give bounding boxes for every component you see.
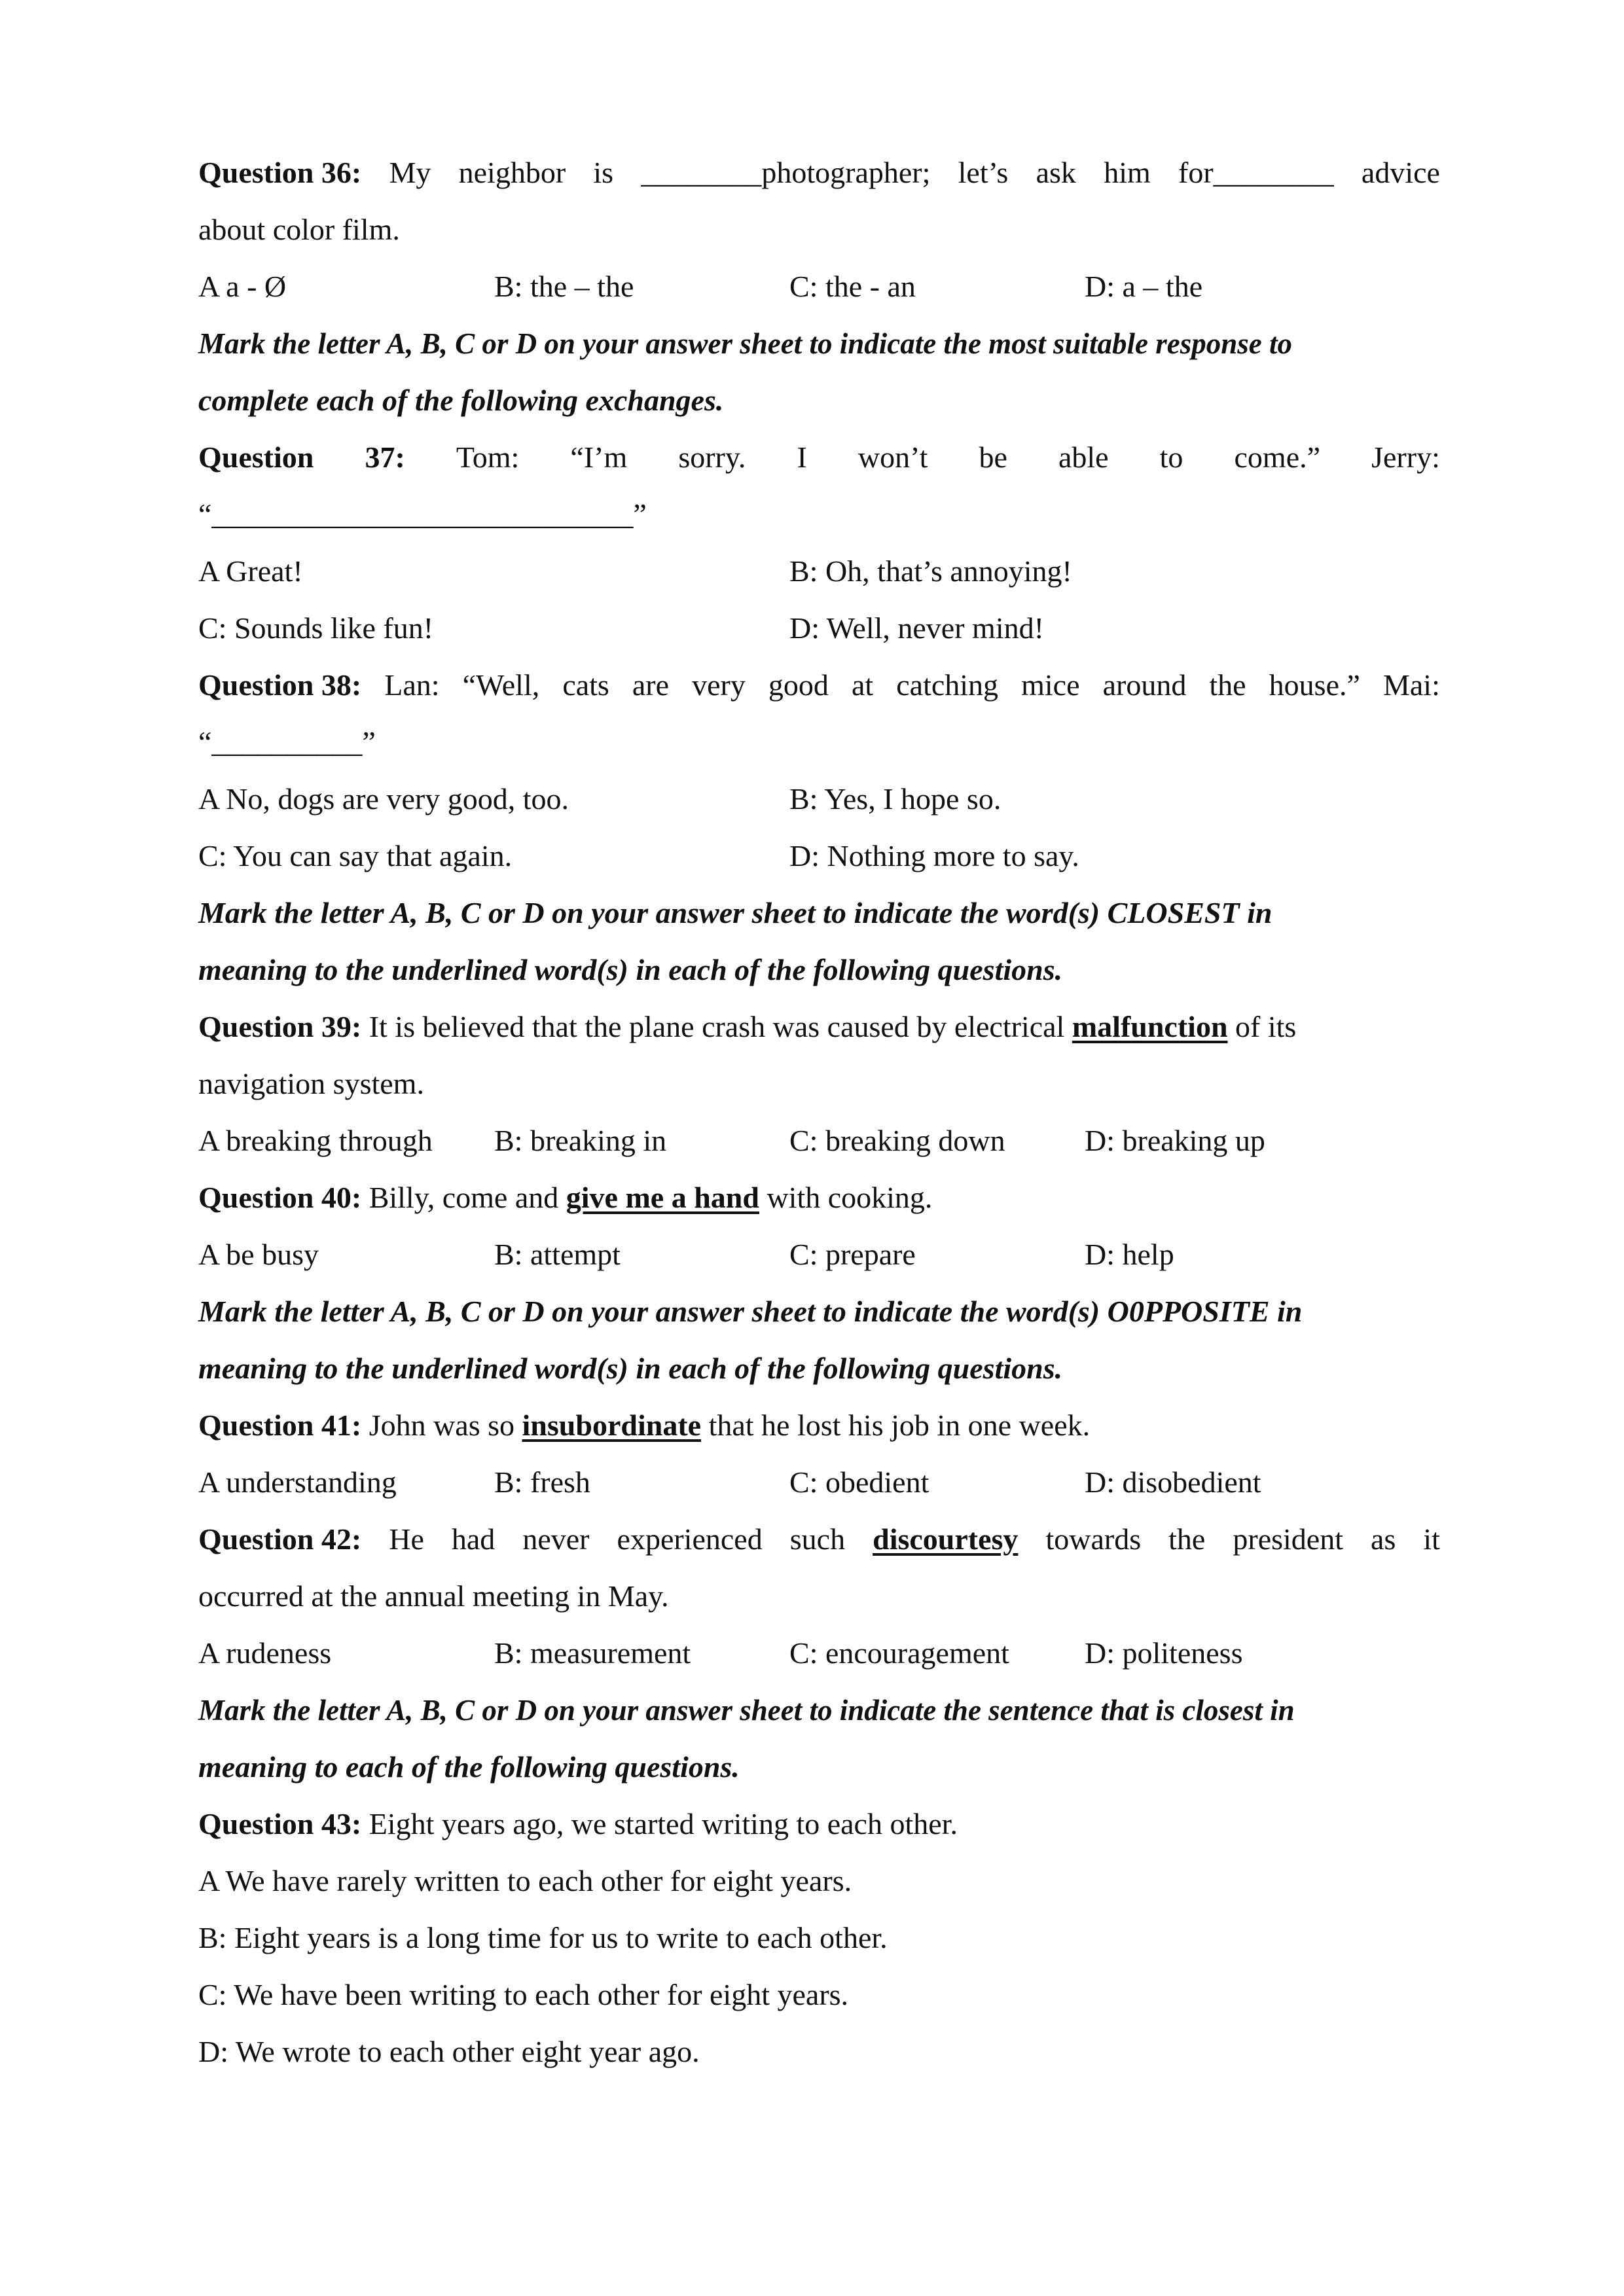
word: “Well, xyxy=(462,668,540,702)
option-c: C: obedient xyxy=(789,1465,929,1499)
question-36-line-2: about color film. xyxy=(198,213,400,246)
word: such xyxy=(789,1522,846,1556)
word: the xyxy=(1209,668,1246,702)
word: Lan: xyxy=(384,668,440,702)
word: the xyxy=(1168,1522,1206,1556)
question-39-line-1 xyxy=(198,1007,1296,1047)
option-a: A be busy xyxy=(198,1238,319,1271)
word: neighbor xyxy=(458,156,566,189)
instruction-2-line-1: Mark the letter A, B, C or D on your answer sheet to indicate the word(s) CLOSEST in xyxy=(198,896,1272,929)
word: at xyxy=(851,668,874,702)
option-a: A breaking through xyxy=(198,1124,433,1157)
question-label: Question 42: xyxy=(198,1522,362,1556)
word: Tom: xyxy=(456,440,520,474)
word: to xyxy=(1159,440,1183,474)
option-b: B: the – the xyxy=(494,270,634,303)
answer-blank: for________ xyxy=(1178,156,1334,189)
question-38-options-row-1 xyxy=(198,779,1001,819)
option-b: B: Oh, that’s annoying! xyxy=(789,554,1072,588)
question-38-blank-line: “__________” xyxy=(198,725,376,759)
word: towards xyxy=(1045,1522,1142,1556)
question-37-line-1 xyxy=(198,437,1440,478)
instruction-1-line-2: complete each of the following exchanges. xyxy=(198,384,724,417)
option-d: D: Well, never mind! xyxy=(789,611,1044,645)
word: it xyxy=(1423,1522,1440,1556)
word: advice xyxy=(1361,156,1440,189)
word: around xyxy=(1102,668,1187,702)
word: I xyxy=(797,440,807,474)
question-42-line-1 xyxy=(198,1519,1440,1560)
question-label: Question 36: xyxy=(198,156,362,189)
word: very xyxy=(692,668,746,702)
option-d: D: disobedient xyxy=(1085,1465,1261,1499)
question-36-line-1 xyxy=(198,152,1440,193)
option-a: A understanding xyxy=(198,1465,397,1499)
word: president xyxy=(1233,1522,1343,1556)
question-label: Question xyxy=(198,440,314,474)
word: sorry. xyxy=(678,440,746,474)
word: be xyxy=(979,440,1007,474)
option-b: B: breaking in xyxy=(494,1124,667,1157)
option-c: C: prepare xyxy=(789,1238,916,1271)
option-d: D: a – the xyxy=(1085,270,1203,303)
question-number: 37: xyxy=(365,440,405,474)
question-text: of its xyxy=(1227,1010,1297,1043)
question-43-option-c: C: We have been writing to each other for eight years. xyxy=(198,1978,849,2011)
word: catching xyxy=(896,668,999,702)
option-d: D: breaking up xyxy=(1085,1124,1265,1157)
word: never xyxy=(522,1522,590,1556)
question-text: Eight years ago, we started writing to each other. xyxy=(361,1807,958,1840)
word: as xyxy=(1371,1522,1396,1556)
word: Jerry: xyxy=(1371,440,1440,474)
word: mice xyxy=(1021,668,1080,702)
word: had xyxy=(451,1522,496,1556)
option-c: C: encouragement xyxy=(789,1636,1009,1670)
question-42-line-2: occurred at the annual meeting in May. xyxy=(198,1579,669,1613)
underlined-phrase: give me a hand xyxy=(566,1181,759,1214)
word: My xyxy=(389,156,431,189)
question-label: Question 40: xyxy=(198,1181,362,1214)
question-label: Question 41: xyxy=(198,1408,362,1442)
instruction-4-line-2: meaning to each of the following questions. xyxy=(198,1750,740,1784)
instruction-3-line-1: Mark the letter A, B, C or D on your answer sheet to indicate the word(s) O0PPOSITE in xyxy=(198,1295,1303,1328)
question-text: It is believed that the plane crash was caused by electrical xyxy=(361,1010,1072,1043)
option-d: D: politeness xyxy=(1085,1636,1243,1670)
question-40-options xyxy=(198,1234,1174,1275)
word: won’t xyxy=(857,440,928,474)
word: come.” xyxy=(1234,440,1321,474)
question-42-options xyxy=(198,1633,1243,1674)
option-c: C: breaking down xyxy=(789,1124,1005,1157)
underlined-word: insubordinate xyxy=(522,1408,702,1442)
answer-blank: ________photographer; xyxy=(641,156,931,189)
option-c: C: the - an xyxy=(789,270,916,303)
word: him xyxy=(1104,156,1151,189)
instruction-1-line-1: Mark the letter A, B, C or D on your answer sheet to indicate the most suitable response to xyxy=(198,327,1292,360)
option-b: B: measurement xyxy=(494,1636,691,1670)
word: He xyxy=(389,1522,424,1556)
option-c: C: Sounds like fun! xyxy=(198,611,434,645)
question-text: Billy, come and xyxy=(361,1181,566,1214)
instruction-2-line-2: meaning to the underlined word(s) in each of the following questions. xyxy=(198,953,1063,986)
question-39-options xyxy=(198,1121,1265,1161)
question-36-options xyxy=(198,266,1203,307)
question-label: Question 39: xyxy=(198,1010,362,1043)
question-text: that he lost his job in one week. xyxy=(701,1408,1091,1442)
option-b: B: fresh xyxy=(494,1465,590,1499)
instruction-4-line-1: Mark the letter A, B, C or D on your answer sheet to indicate the sentence that is closest in xyxy=(198,1694,1295,1727)
word: Mai: xyxy=(1382,668,1440,702)
word: house.” xyxy=(1269,668,1360,702)
word: ask xyxy=(1036,156,1076,189)
option-c: C: You can say that again. xyxy=(198,839,513,872)
instruction-3-line-2: meaning to the underlined word(s) in each of the following questions. xyxy=(198,1352,1063,1385)
option-b: B: attempt xyxy=(494,1238,621,1271)
option-a: A rudeness xyxy=(198,1636,332,1670)
option-d: D: help xyxy=(1085,1238,1174,1271)
question-41-line-1 xyxy=(198,1405,1090,1446)
word: good xyxy=(768,668,829,702)
option-a: A No, dogs are very good, too. xyxy=(198,782,569,816)
question-label: Question 43: xyxy=(198,1807,362,1840)
option-a: A Great! xyxy=(198,554,303,588)
option-b: B: Yes, I hope so. xyxy=(789,782,1001,816)
question-38-line-1 xyxy=(198,665,1440,706)
option-a: A a - Ø xyxy=(198,270,287,303)
word: are xyxy=(632,668,670,702)
word: experienced xyxy=(617,1522,763,1556)
underlined-word: malfunction xyxy=(1072,1010,1228,1043)
question-43-option-b: B: Eight years is a long time for us to write to each other. xyxy=(198,1921,888,1954)
question-41-options xyxy=(198,1462,1261,1503)
question-37-options-row-1 xyxy=(198,551,1072,592)
question-43-line-1 xyxy=(198,1804,958,1844)
word: able xyxy=(1058,440,1109,474)
word: cats xyxy=(562,668,609,702)
question-43-option-d: D: We wrote to each other eight year ago. xyxy=(198,2035,700,2068)
question-text: John was so xyxy=(361,1408,522,1442)
question-37-options-row-2 xyxy=(198,608,1044,649)
question-40-line-1 xyxy=(198,1177,932,1218)
question-38-options-row-2 xyxy=(198,836,1079,876)
question-label: Question 38: xyxy=(198,668,362,702)
question-43-option-a: A We have rarely written to each other for eight years. xyxy=(198,1864,852,1897)
word: is xyxy=(593,156,614,189)
question-39-line-2: navigation system. xyxy=(198,1067,424,1100)
underlined-word: discourtesy xyxy=(873,1522,1019,1556)
word: let’s xyxy=(958,156,1009,189)
question-text: with cooking. xyxy=(759,1181,933,1214)
option-d: D: Nothing more to say. xyxy=(789,839,1079,872)
question-37-blank-line: “____________________________” xyxy=(198,497,647,531)
word: “I’m xyxy=(570,440,628,474)
